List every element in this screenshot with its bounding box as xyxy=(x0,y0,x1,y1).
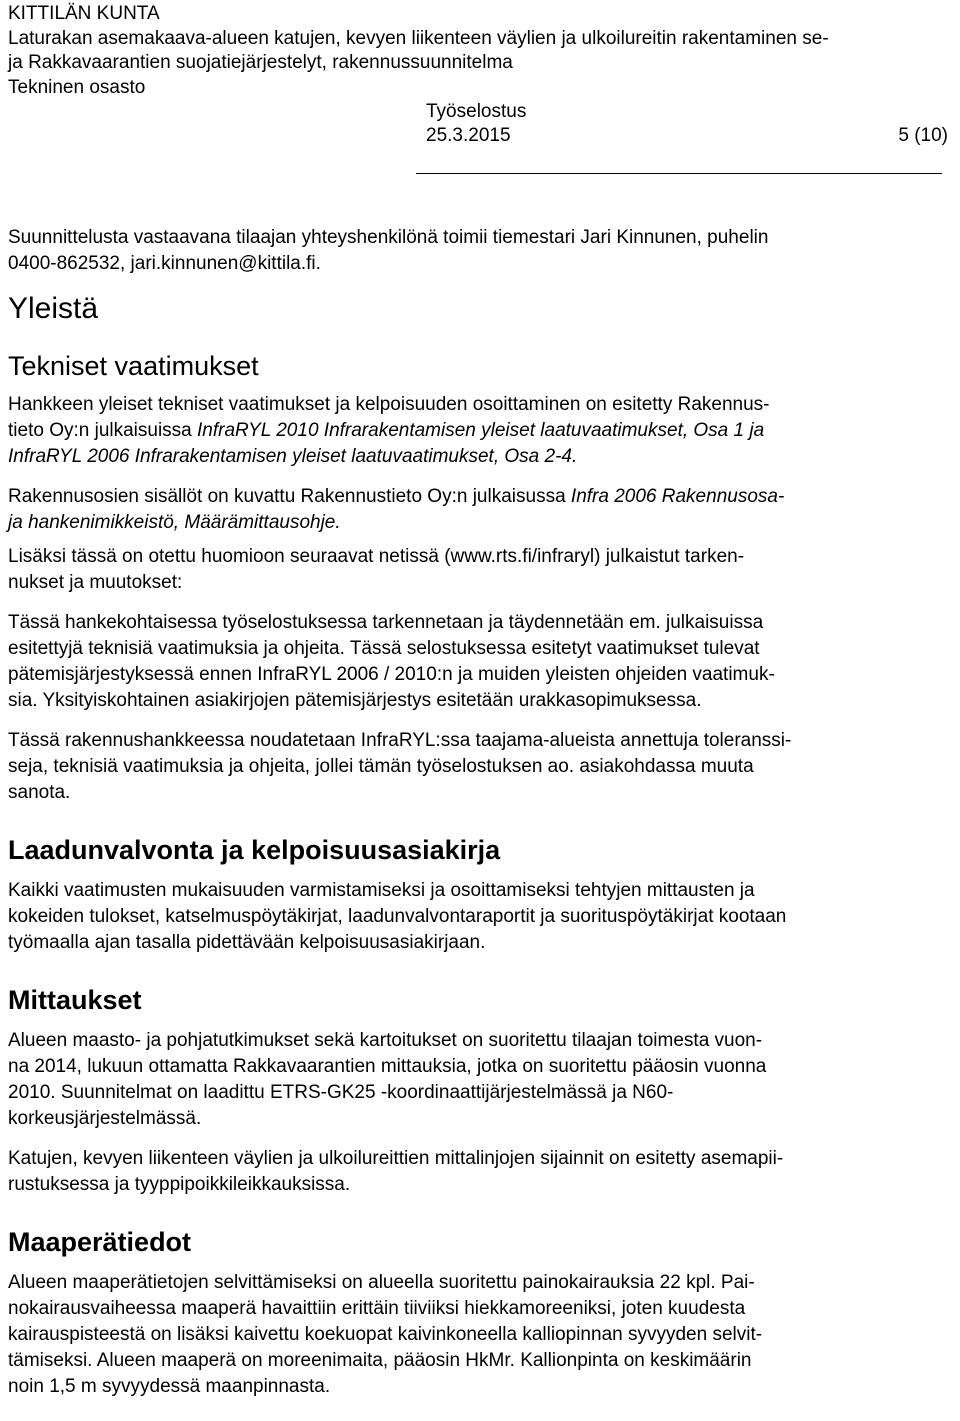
paragraph-mittaukset-1: Alueen maasto- ja pohjatutkimukset sekä kartoitukset on suoritettu tilaajan toimesta vuon- na 2014, lukuun ottamatta Rakkavaarantien mittauksia, jotka on suoritettu pääosin vuonna 2010. Suunnitelmat on laadittu ETRS-GK25 -koordinaattijärjestelmässä ja N60- korkeusjärjestelmässä. xyxy=(8,1030,767,1129)
document-type: Työselostus xyxy=(426,101,527,122)
document-title-line-2: ja Rakkavaarantien suojatiejärjestelyt, rakennussuunnitelma xyxy=(8,52,513,73)
document-title-line-1: Laturakan asemakaava-alueen katujen, kevyen liikenteen väylien ja ulkoilureitin rakentaminen se- xyxy=(8,27,829,49)
paragraph-mittaukset-2: Katujen, kevyen liikenteen väylien ja ulkoilureittien mittalinjojen sijainnit on esitetty asemapii- rustuksessa ja tyyppipoikkileikkauksissa. xyxy=(8,1148,784,1195)
header-rule xyxy=(416,173,942,174)
paragraph-tekniset-3: Lisäksi tässä on otettu huomioon seuraavat netissä (www.rts.fi/infraryl) julkaistut tarken- nukset ja muutokset: xyxy=(8,546,745,593)
paragraph-tekniset-2: Rakennusosien sisällöt on kuvattu Rakennustieto Oy:n julkaisussa Infra 2006 Rakennusosa- ja hankenimikkeistö, Määrämittausohje. xyxy=(8,486,785,533)
page-header xyxy=(8,2,948,146)
paragraph-tekniset-4: Tässä hankekohtaisessa työselostuksessa tarkennetaan ja täydennetään em. julkaisuissa esitettyjä teknisiä vaatimuksia ja ohjeita. Tässä selostuksessa esitetyt vaatimukset tulevat pätemisjärjestyksessä ennen InfraRYL 2006 / 2010:n ja muiden yleisten ohjeiden vaatimuk- sia. Yksityiskohtainen asiakirjojen pätemisjärjestys esitetään urakkasopimuksessa. xyxy=(8,612,775,711)
section-title-mittaukset: Mittaukset xyxy=(8,985,142,1015)
subsection-title-tekniset-vaatimukset: Tekniset vaatimukset xyxy=(8,351,259,381)
organization-name: KITTILÄN KUNTA xyxy=(8,3,160,24)
document-body xyxy=(8,225,954,1400)
paragraph-tekniset-5: Tässä rakennushankkeessa noudatetaan InfraRYL:ssa taajama-alueista annettuja toleranssi- seja, teknisiä vaatimuksia ja ohjeita, jollei tämän työselostuksen ao. asiakohdassa muuta sanota. xyxy=(8,730,792,803)
department: Tekninen osasto xyxy=(8,76,146,98)
paragraph-tekniset-1: Hankkeen yleiset tekniset vaatimukset ja kelpoisuuden osoittaminen on esitetty Rakennus- tieto Oy:n julkaisuissa InfraRYL 2010 Infrarakentamisen yleiset laatuvaatimukset, Osa 1 ja InfraRYL 2006 Infrarakentamisen yleiset laatuvaatimukset, Osa 2-4. xyxy=(8,394,770,467)
section-title-laadunvalvonta: Laadunvalvonta ja kelpoisuusasiakirja xyxy=(8,835,501,865)
paragraph-laadunvalvonta: Kaikki vaatimusten mukaisuuden varmistamiseksi ja osoittamiseksi tehtyjen mittausten ja kokeiden tulokset, katselmuspöytäkirjat, laadunvalvontaraportit ja suorituspöytäkirjat kootaan työmaalla ajan tasalla pidettävään kelpoisuusasiakirjaan. xyxy=(8,880,787,953)
intro-line: Suunnittelusta vastaavana tilaajan yhteyshenkilönä toimii tiemestari Jari Kinnunen, puhelin xyxy=(8,227,769,248)
page-number: 5 (10) xyxy=(898,125,948,146)
intro-paragraph xyxy=(8,225,954,277)
document-date: 25.3.2015 xyxy=(426,125,511,146)
intro-line: 0400-862532, jari.kinnunen@kittila.fi. xyxy=(8,253,321,274)
paragraph-maaperatiedot: Alueen maaperätietojen selvittämiseksi on alueella suoritettu painokairauksia 22 kpl. Pai- nokairausvaiheessa maaperä havaittiin erittäin tiiviiksi hiekkamoreeniksi, joten kuudesta kairauspisteestä on lisäksi kaivettu koekuopat kaivinkoneella kalliopinnan syvyyden selvit- tämiseksi. Alueen maaperä on moreenimaita, pääosin HkMr. Kallionpinta on keskimäärin noin 1,5 m syvyydessä maanpinnasta. xyxy=(8,1272,763,1397)
section-title-yleista: Yleistä xyxy=(8,292,99,325)
section-title-maaperatiedot: Maaperätiedot xyxy=(8,1227,192,1257)
header-date-row xyxy=(8,124,948,148)
